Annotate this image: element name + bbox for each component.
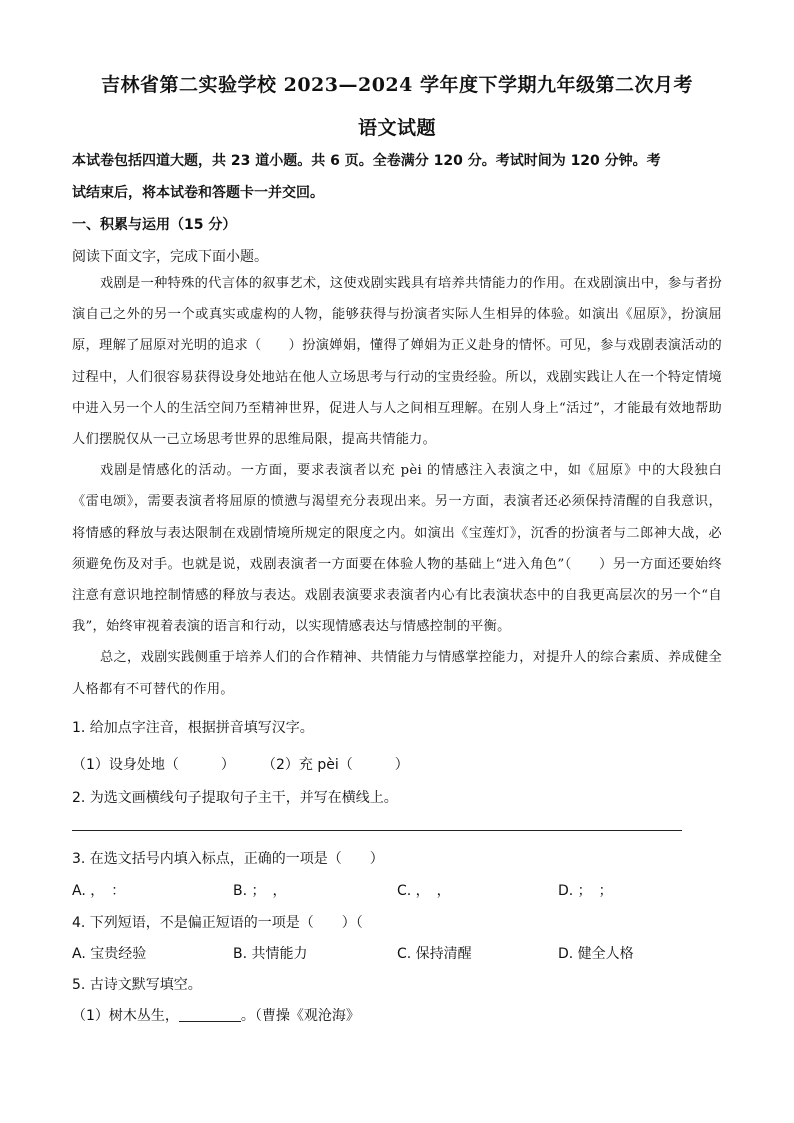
question-4-option-d[interactable]: D. 健全人格 xyxy=(558,946,634,962)
question-5-sub-1-suffix: 。（曹操《观沧海》 xyxy=(240,1008,360,1024)
exam-title: 吉林省第二实验学校 2023—2024 学年度下学期九年级第二次月考 xyxy=(101,74,693,96)
fill-in-blank[interactable] xyxy=(179,1007,241,1022)
passage-paragraph-1: 戏剧是一种特殊的代言体的叙事艺术，这使戏剧实践具有培养共情能力的作用。在戏剧演出中，参与者扮演自己之外的另一个或真实或虚构的人物，能够获得与扮演者实际人生相异的体验。如演出《屈原》，扮演屈原，理解了屈原对光明的追求（ ）扮演婵娟，懂得了婵娟为正义赴身的情怀。可见，参与戏剧表演活动的过程中，人们很容易获得设身处地站在他人立场思考与行动的宝贵经验。所以，戏剧实践让人在一个特定情境中进入另一个人的生活空间乃至精神世界，促进人与人之间相互理解。在别人身上“活过”，才能最有效地帮助人们摆脱仅从一己立场思考世界的思维局限，提高共情能力。 xyxy=(72,276,722,448)
question-1: 1. 给加点字注音，根据拼音填写汉字。 xyxy=(72,720,314,736)
question-3-option-b[interactable]: B. ； ， xyxy=(233,883,287,899)
question-4: 4. 下列短语，不是偏正短语的一项是（ ）（ xyxy=(72,915,363,931)
question-1-sub-1: （1）设身处地（ ） xyxy=(72,757,235,773)
question-5: 5. 古诗文默写填空。 xyxy=(72,977,202,993)
answer-line[interactable] xyxy=(72,830,682,831)
question-2: 2. 为选文画横线句子提取句子主干，并写在横线上。 xyxy=(72,790,398,806)
instructions-line-2: 试结束后，将本试卷和答题卡一并交回。 xyxy=(72,185,324,201)
question-1-sub-2: （2）充 pèi（ ） xyxy=(262,757,409,773)
passage-paragraph-2: 戏剧是情感化的活动。一方面，要求表演者以充 pèi 的情感注入表演之中，如《屈原》中的大段独白《雷电颂》，需要表演者将屈原的愤懑与渴望充分表现出来。另一方面，表演者还必须保持清醒的自我意识，将情感的释放与表达限制在戏剧情境所规定的限度之内。如演出《宝莲灯》，沉香的扮演者与二郎神大战，必须避免伤及对手。也就是说，戏剧表演者一方面要在体验人物的基础上“进入角色”（ ）另一方面还要始终注意有意识地控制情感的释放与表达。戏剧表演要求表演者内心有比表演状态中的自我更高层次的另一个“自我”，始终审视着表演的语言和行动，以实现情感表达与情感控制的平衡。 xyxy=(72,463,722,635)
reading-passage xyxy=(72,268,722,705)
section-lead: 阅读下面文字，完成下面小题。 xyxy=(72,249,268,265)
question-3: 3. 在选文括号内填入标点，正确的一项是（ ） xyxy=(72,851,384,867)
exam-subtitle: 语文试题 xyxy=(357,117,436,139)
question-4-option-c[interactable]: C. 保持清醒 xyxy=(397,946,472,962)
section-heading: 一、积累与运用（15 分） xyxy=(72,217,237,233)
instructions-line-1: 本试卷包括四道大题，共 23 道小题。共 6 页。全卷满分 120 分。考试时间为 120 分钟。考 xyxy=(72,153,661,169)
question-5-sub-1-prefix: （1）树木丛生， xyxy=(72,1008,179,1024)
question-3-option-c[interactable]: C. ， ， xyxy=(397,883,451,899)
question-3-option-d[interactable]: D. ； ； xyxy=(558,883,613,899)
question-4-option-b[interactable]: B. 共情能力 xyxy=(233,946,308,962)
question-4-option-a[interactable]: A. 宝贵经验 xyxy=(72,946,147,962)
passage-paragraph-3: 总之，戏剧实践侧重于培养人们的合作精神、共情能力与情感掌控能力，对提升人的综合素质、养成健全人格都有不可替代的作用。 xyxy=(72,650,722,697)
question-3-option-a[interactable]: A. ， ： xyxy=(72,883,126,899)
question-5-sub-1 xyxy=(72,1005,360,1025)
